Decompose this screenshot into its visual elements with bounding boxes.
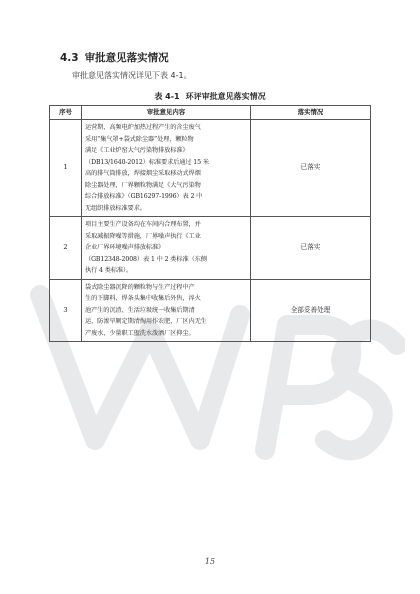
section-intro: 审批意见落实情况详见下表 4-1。 [72, 71, 192, 80]
approval-opinions-table [49, 105, 371, 342]
page-number: 15 [204, 557, 216, 566]
content-line: 运营期，高频电炉加热过程产生的含尘废气 [85, 124, 201, 131]
row-number: 3 [50, 279, 82, 342]
table-row [50, 217, 371, 280]
section-title: 审批意见落实情况 [84, 52, 169, 64]
table-caption-number: 表 4-1 [154, 92, 180, 101]
table-caption-title: 环评审批意见落实情况 [185, 92, 266, 101]
row-number: 1 [50, 120, 82, 217]
implementation-status: 已落实 [251, 217, 371, 280]
approval-content [82, 120, 251, 217]
content-line: 无组织排放标准要求。 [85, 204, 146, 212]
content-line: （DB13/1640-2012）标准要求后通过 15 米 [85, 158, 209, 166]
content-line: 产废水，少量职工盥洗水泼洒厂区抑尘。 [85, 329, 195, 337]
table-row [50, 120, 371, 217]
approval-content [82, 217, 251, 280]
table-row [50, 279, 371, 342]
section-number: 4.3 [60, 52, 79, 64]
content-line: 采取减振降噪等措施，厂界噪声执行《工业 [85, 232, 201, 240]
header-approval-content: 审批意见内容 [82, 106, 251, 120]
content-line: 综合排放标准》（GB16297-1996）表 2 中 [85, 193, 203, 200]
watermark-letter-s [325, 329, 397, 450]
content-line: 执行 4 类标准）。 [85, 267, 133, 274]
content-line: 满足《工业炉窑大气污染物排放标准》 [85, 147, 189, 154]
watermark-letter-p [265, 325, 351, 450]
table-caption [0, 91, 420, 102]
row-number: 2 [50, 217, 82, 280]
content-line: 采用“集气罩+袋式除尘器”处理，颗粒物 [85, 135, 194, 143]
content-line: 高的排气筒排放，焊接烟尘采取移动式焊烟 [85, 170, 201, 177]
content-line: 池产生的沉渣、生活垃圾统一收集后期清 [85, 306, 195, 314]
content-line: 袋式除尘器沉降的颗粒物与生产过程中产 [85, 283, 195, 291]
content-line: 生的下脚料、焊条头集中收集后外售，淬火 [85, 295, 201, 302]
content-line: 企业厂界环境噪声排放标准》 [85, 244, 165, 251]
content-line: 项目主要生产设备均在车间内合理布置，并 [85, 221, 201, 228]
content-line: 除尘器处理，厂界颗粒物满足《大气污染物 [85, 181, 201, 189]
section-heading [60, 50, 169, 65]
approval-content [82, 279, 251, 342]
table-header-row [50, 106, 371, 120]
header-serial-number: 序号 [50, 106, 82, 120]
implementation-status: 已落实 [251, 120, 371, 217]
content-line: 运，防渗旱厕定期清掏用作农肥，厂区内无生 [85, 318, 207, 325]
header-implementation-status: 落实情况 [251, 106, 371, 120]
content-line: （GB12348-2008）表 1 中 2 类标准（东侧 [85, 255, 207, 263]
implementation-status: 全部妥善处理 [251, 279, 371, 342]
